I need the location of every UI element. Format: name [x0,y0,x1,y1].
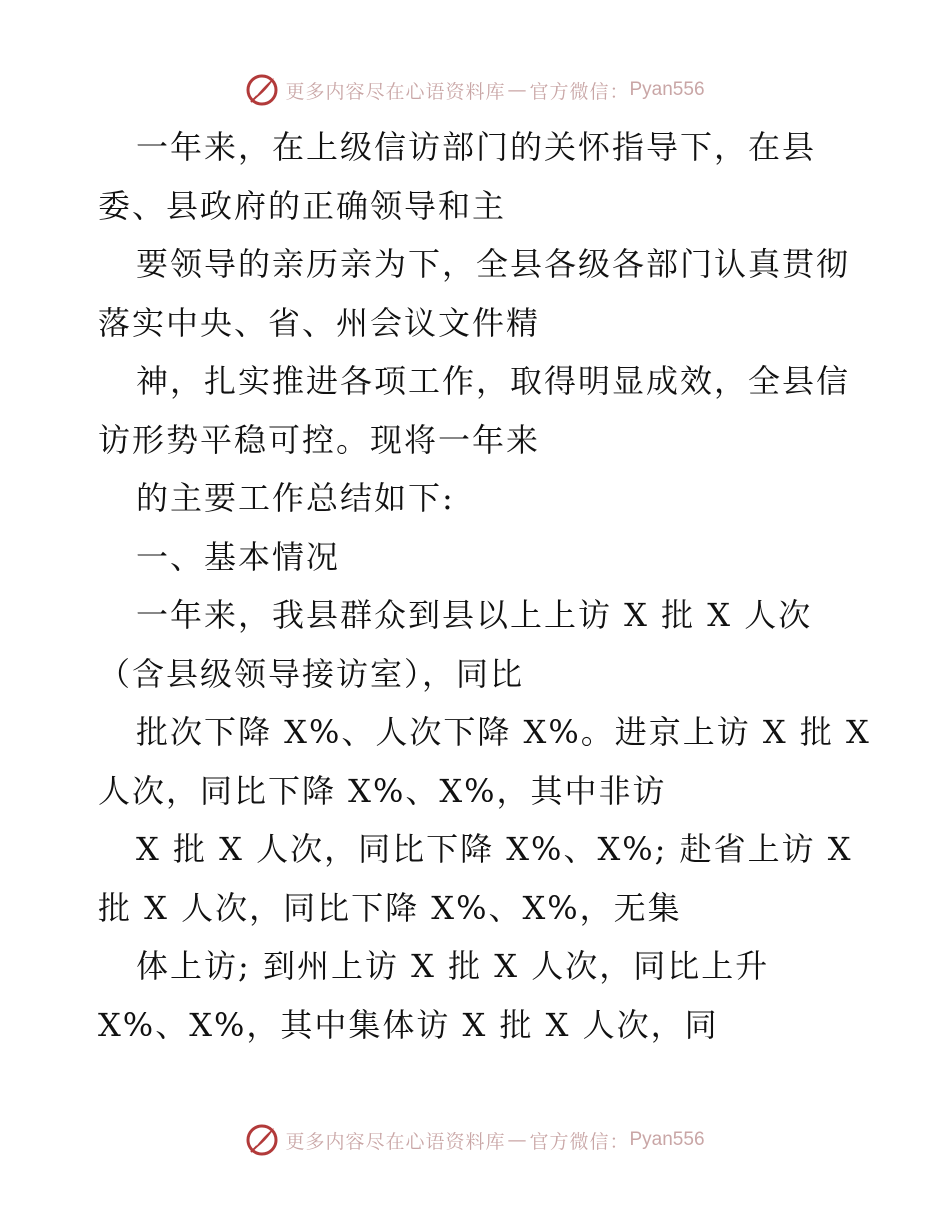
footer-watermark [0,1120,950,1160]
text-line: X 批 X 人次，同比下降 X%、X%; 赴省上访 X [136,830,853,868]
text-line: 神，扎实推进各项工作，取得明显成效，全县信 [136,362,851,400]
text-line: （含县级领导接访室），同比 [98,654,525,693]
watermark-wechat-id: Pyan556 [629,1129,705,1150]
text-line: 一年来，在上级信访部门的关怀指导下，在县 [136,128,817,166]
text-line: 批 X 人次，同比下降 X%、X%，无集 [98,888,682,927]
text-line: 委、县政府的正确领导和主 [98,186,507,225]
watermark-brand: 更多内容尽在心语资料库 [285,80,506,103]
text-line: X%、X%，其中集体访 X 批 X 人次，同 [98,1005,719,1044]
watermark-wechat-label: 官方微信： [529,1130,630,1153]
watermark-separator: — [507,79,528,101]
text-line: 的主要工作总结如下: [136,479,455,517]
watermark-wechat-label: 官方微信： [529,80,630,103]
document-body [98,118,871,1054]
text-line: 落实中央、省、州会议文件精 [98,303,541,342]
feather-quill-icon [245,73,279,107]
text-line: 要领导的亲历亲为下，全县各级各部门认真贯彻 [136,245,851,283]
feather-quill-icon [245,1123,279,1157]
text-line: 一年来，我县群众到县以上上访 X 批 X 人次 [136,596,813,634]
text-line: 人次，同比下降 X%、X%，其中非访 [98,771,667,810]
watermark-brand: 更多内容尽在心语资料库 [285,1130,506,1153]
section-heading: 一、基本情况 [136,537,341,576]
text-line: 访形势平稳可控。现将一年来 [98,420,541,459]
watermark-wechat-id: Pyan556 [629,79,705,100]
text-line: 体上访; 到州上访 X 批 X 人次，同比上升 [136,947,770,985]
text-line: 批次下降 X%、人次下降 X%。进京上访 X 批 X [136,713,871,751]
watermark-separator: — [507,1129,528,1151]
header-watermark [0,70,950,110]
